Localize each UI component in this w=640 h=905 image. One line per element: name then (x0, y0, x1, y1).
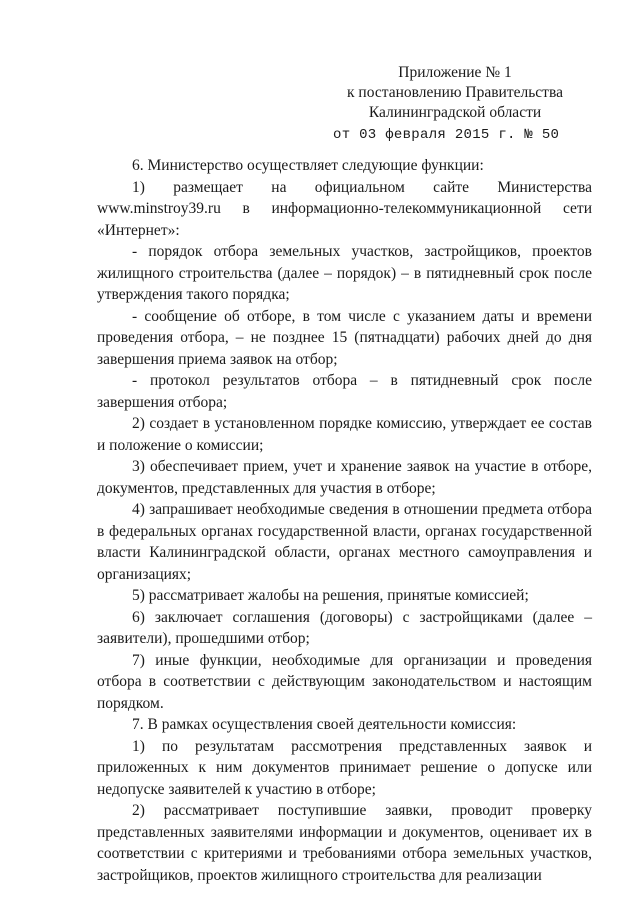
appendix-number: Приложение № 1 (398, 64, 512, 81)
paragraph: 4) запрашивает необходимые сведения в отношении предмета отбора в федеральных органах государственной власти, органах государственной власти Калининградской области, органах местного самоуправления и организациях; (97, 501, 592, 583)
paragraph: - протокол результатов отбора – в пятидневный срок после завершения отбора; (97, 372, 592, 411)
resolution-date-stamp: от 03 февраля 2015 г. № 50 (333, 127, 560, 143)
appendix-header (300, 63, 610, 145)
paragraph: 5) рассматривает жалобы на решения, принятые комиссией; (132, 587, 529, 604)
paragraph: 1) по результатам рассмотрения представленных заявок и приложенных к ним документов принимает решение о допуске или недопуске заявителей к участию в отборе; (97, 737, 592, 798)
paragraph: 2) рассматривает поступившие заявки, проводит проверку представленных заявителями информации и документов, оценивает их в соответствии с критериями и требованиями отбора земельных участков, застройщиков, проектов жилищного строительства для реализации (97, 802, 592, 884)
region-name: Калининградской области (368, 104, 542, 121)
paragraph: 2) создает в установленном порядке комиссию, утверждает ее состав и положение о комиссии; (97, 415, 592, 454)
paragraph: 1) размещает на официальном сайте Министерства www.minstroy39.ru в информационно-телекоммуникационной сети «Интернет»: (97, 178, 592, 239)
paragraph: 3) обеспечивает прием, учет и хранение заявок на участие в отборе, документов, представленных для участия в отборе; (97, 458, 592, 497)
resolution-reference: к постановлению Правительства (347, 84, 563, 101)
paragraph: 6) заключает соглашения (договоры) с застройщиками (далее – заявители), прошедшими отбор; (97, 608, 592, 647)
paragraph: 7. В рамках осуществления своей деятельности комиссия: (132, 716, 517, 733)
paragraph: - порядок отбора земельных участков, застройщиков, проектов жилищного строительства (далее – порядок) – в пятидневный срок после утверждения такого порядка; (97, 243, 592, 303)
paragraph: 6. Министерство осуществляет следующие функции: (132, 157, 484, 174)
document-body (97, 155, 592, 886)
paragraph: 7) иные функции, необходимые для организации и проведения отбора в соответствии с действующим законодательством и настоящим порядком. (97, 651, 592, 712)
paragraph: - сообщение об отборе, в том числе с указанием даты и времени проведения отбора, – не позднее 15 (пятнадцати) рабочих дней до дня завершения приема заявок на отбор; (97, 307, 592, 368)
